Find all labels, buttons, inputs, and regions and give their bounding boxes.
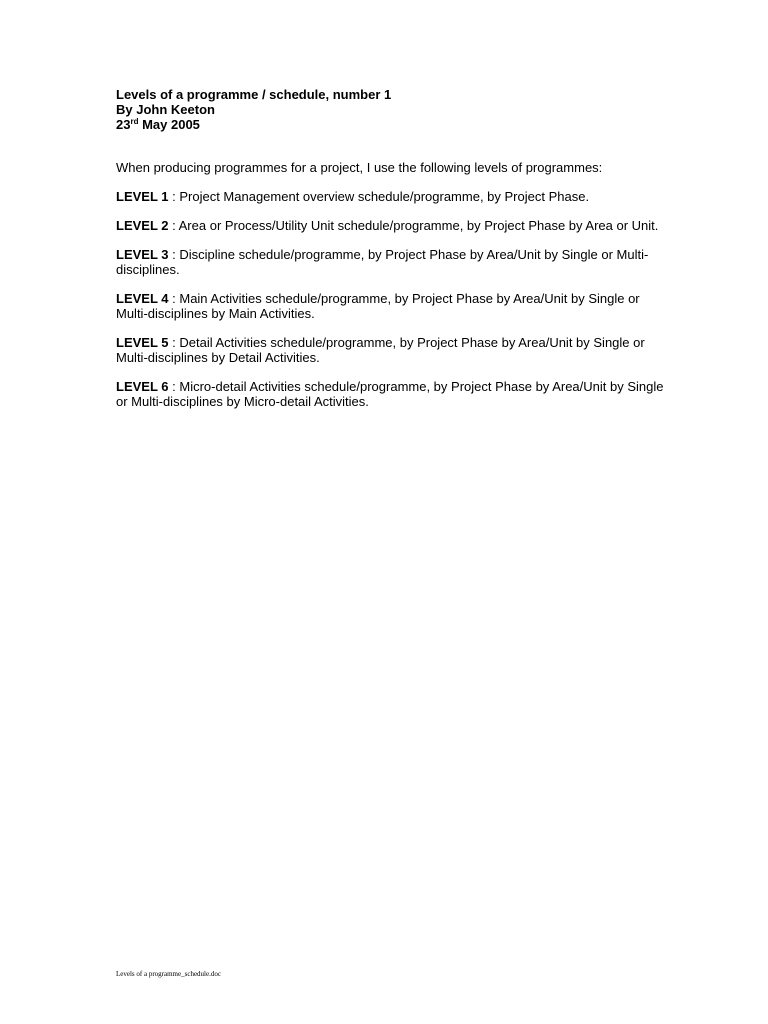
date-suffix: rd: [130, 117, 139, 126]
level-6-text: Micro-detail Activities schedule/programme, by Project Phase by Area/Unit by Single or Multi-disciplines by Micro-detail Activities.: [116, 379, 664, 409]
level-6-label: LEVEL 6: [116, 379, 169, 394]
level-5-paragraph: [116, 335, 664, 365]
level-1-separator: :: [168, 189, 180, 204]
level-4-label: LEVEL 4: [116, 291, 169, 306]
date-rest: May 2005: [138, 117, 200, 132]
level-4-separator: :: [168, 291, 180, 306]
document-body: [116, 160, 664, 423]
level-6-separator: :: [168, 379, 180, 394]
level-1-paragraph: [116, 189, 664, 204]
level-1-label: LEVEL 1: [116, 189, 169, 204]
level-2-separator: :: [168, 218, 179, 233]
document-title: Levels of a programme / schedule, number 1: [116, 87, 392, 102]
level-4-paragraph: [116, 291, 664, 321]
intro-paragraph: When producing programmes for a project, I use the following levels of programmes:: [116, 160, 603, 175]
level-3-paragraph: [116, 247, 664, 277]
level-4-text: Main Activities schedule/programme, by Project Phase by Area/Unit by Single or Multi-disciplines by Main Activities.: [116, 291, 640, 321]
document-date: [116, 117, 676, 132]
level-3-separator: :: [168, 247, 180, 262]
level-5-separator: :: [168, 335, 180, 350]
level-6-paragraph: [116, 379, 664, 409]
document-author: By John Keeton: [116, 102, 215, 117]
level-3-label: LEVEL 3: [116, 247, 169, 262]
level-3-text: Discipline schedule/programme, by Project Phase by Area/Unit by Single or Multi-disciplines.: [116, 247, 649, 277]
level-2-paragraph: [116, 218, 664, 233]
level-5-text: Detail Activities schedule/programme, by Project Phase by Area/Unit by Single or Multi-disciplines by Detail Activities.: [116, 335, 645, 365]
date-day: 23: [116, 117, 131, 132]
page-footer-filename: Levels of a programme_schedule.doc: [116, 970, 221, 978]
level-2-text: Area or Process/Utility Unit schedule/programme, by Project Phase by Area or Unit.: [178, 218, 659, 233]
level-1-text: Project Management overview schedule/programme, by Project Phase.: [179, 189, 590, 204]
level-5-label: LEVEL 5: [116, 335, 169, 350]
document-header: [116, 87, 676, 132]
level-2-label: LEVEL 2: [116, 218, 169, 233]
